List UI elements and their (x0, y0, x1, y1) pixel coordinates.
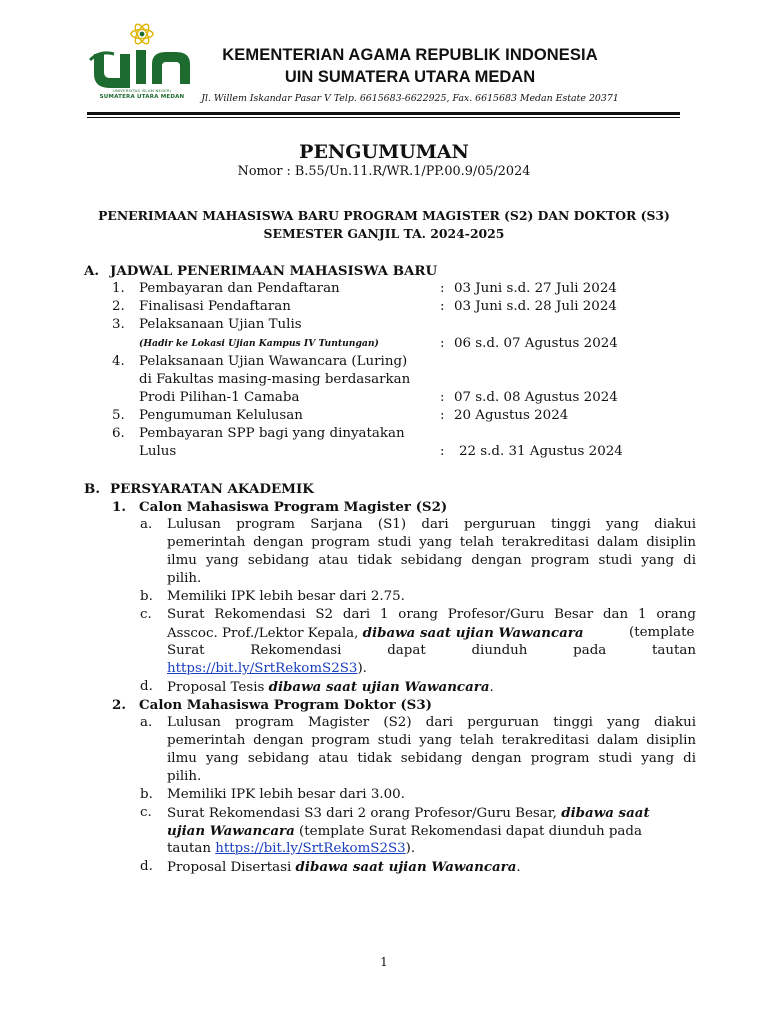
schedule-item-label: Prodi Pilihan-1 Camaba (139, 390, 300, 405)
requirement-group-number: 1. (112, 499, 126, 515)
emphasis-text: ujian Wawancara (167, 823, 295, 839)
schedule-item-label: Pelaksanaan Ujian Wawancara (Luring) (139, 354, 408, 369)
logo-caption-small: UNIVERSITAS ISLAM NEGERI (112, 88, 172, 93)
requirement-group-title: Calon Mahasiswa Program Magister (S2) (139, 499, 448, 515)
logo-caption-main: SUMATERA UTARA MEDAN (99, 94, 185, 100)
requirement-text-line: pilih. (167, 571, 202, 586)
schedule-item-date: 03 Juni s.d. 27 Juli 2024 (454, 281, 617, 296)
schedule-item-label: Finalisasi Pendaftaran (139, 299, 291, 314)
schedule-item-number: 2. (112, 299, 125, 314)
schedule-item-label: Pelaksanaan Ujian Tulis (139, 317, 302, 332)
requirement-letter: c. (140, 607, 152, 622)
requirement-text-line: Surat Rekomendasi dapat diunduh pada tautan (167, 643, 696, 658)
requirement-text-segment: . (516, 860, 521, 875)
schedule-item-label: Pembayaran dan Pendaftaran (139, 281, 340, 296)
schedule-item-number: 5. (112, 408, 125, 423)
requirement-text-line: Memiliki IPK lebih besar dari 2.75. (167, 589, 405, 604)
requirement-text-segment: . (489, 680, 494, 695)
schedule-item-label: di Fakultas masing-masing berdasarkan (139, 372, 411, 387)
section-a-letter: A. (84, 263, 100, 279)
requirement-letter: b. (140, 589, 153, 604)
template-link[interactable]: https://bit.ly/SrtRekomS2S3 (215, 841, 406, 856)
requirement-text-segment: Proposal Disertasi (167, 860, 296, 875)
requirement-text-segment: ). (357, 661, 367, 676)
letterhead (196, 44, 624, 107)
requirement-group-title: Calon Mahasiswa Program Doktor (S3) (139, 697, 432, 713)
requirement-text-line: pemerintah dengan program studi yang telah terakreditasi dalam disiplin (167, 535, 696, 550)
uin-logo (88, 20, 196, 104)
requirement-letter: d. (140, 859, 153, 874)
schedule-item-label: Pembayaran SPP bagi yang dinyatakan (139, 426, 405, 441)
template-link[interactable]: https://bit.ly/SrtRekomS2S3 (167, 661, 358, 676)
requirement-text-line: Memiliki IPK lebih besar dari 3.00. (167, 787, 405, 802)
letterhead-rule-thick (87, 112, 680, 115)
requirement-text-line: pemerintah dengan program studi yang telah terakreditasi dalam disiplin (167, 733, 696, 748)
requirement-text-segment: Proposal Tesis (167, 680, 269, 695)
schedule-item-colon: : (440, 299, 445, 314)
section-b-heading: PERSYARATAN AKADEMIK (110, 481, 314, 497)
schedule-item-colon: : (440, 444, 445, 459)
requirement-letter: d. (140, 679, 153, 694)
schedule-item-number: 6. (112, 426, 125, 441)
emphasis-text: dibawa saat ujian Wawancara (362, 625, 584, 641)
requirement-text-line: ilmu yang sebidang atau tidak sebidang dengan program studi yang di (167, 751, 696, 766)
schedule-item-date: 20 Agustus 2024 (454, 408, 569, 423)
schedule-item-date: 03 Juni s.d. 28 Juli 2024 (454, 299, 617, 314)
subject-line-1: PENERIMAAN MAHASISWA BARU PROGRAM MAGISTER (S2) DAN DOKTOR (S3) (98, 208, 670, 223)
page-number: 1 (380, 955, 388, 969)
schedule-item-label: Pengumuman Kelulusan (139, 408, 303, 423)
requirement-text-line: ilmu yang sebidang atau tidak sebidang dengan program studi yang di (167, 553, 696, 568)
letterhead-address: Jl. Willem Iskandar Pasar V Telp. 6615683-6622925, Fax. 6615683 Medan Estate 20371 (201, 93, 619, 104)
requirement-text-line (167, 840, 415, 858)
requirement-letter: a. (140, 517, 153, 532)
subject-line-2: SEMESTER GANJIL TA. 2024-2025 (263, 226, 505, 241)
letterhead-ministry: KEMENTERIAN AGAMA REPUBLIK INDONESIA (222, 46, 598, 64)
requirement-text-line (167, 660, 367, 678)
requirement-letter: c. (140, 805, 152, 820)
requirement-letter: a. (140, 715, 153, 730)
emphasis-text: dibawa saat (561, 805, 650, 821)
requirement-letter: b. (140, 787, 153, 802)
schedule-item-colon: : (440, 281, 445, 296)
schedule-item-note: (Hadir ke Lokasi Ujian Kampus IV Tuntungan) (139, 338, 379, 349)
requirement-text-line (167, 624, 584, 643)
requirement-text-segment: (template (629, 625, 695, 640)
schedule-item-number: 1. (112, 281, 125, 296)
document-subject (84, 207, 684, 243)
schedule-item-number: 4. (112, 354, 125, 369)
requirement-text-line (167, 858, 521, 877)
document-number: Nomor : B.55/Un.11.R/WR.1/PP.00.9/05/2024 (237, 164, 531, 179)
requirement-text-line (167, 804, 650, 823)
requirement-text-line: Surat Rekomendasi S2 dari 1 orang Profesor/Guru Besar dan 1 orang (167, 607, 696, 622)
letterhead-university: UIN SUMATERA UTARA MEDAN (284, 68, 536, 86)
emphasis-text: dibawa saat ujian Wawancara (268, 679, 490, 695)
schedule-item-date: 06 s.d. 07 Agustus 2024 (454, 336, 618, 351)
letterhead-rule-thin (87, 117, 680, 118)
schedule-item-date: 07 s.d. 08 Agustus 2024 (454, 390, 618, 405)
document-title: PENGUMUMAN (299, 141, 469, 163)
schedule-item-colon: : (440, 336, 445, 351)
uin-logo-icon (88, 20, 196, 90)
section-a-heading: JADWAL PENERIMAAN MAHASISWA BARU (110, 263, 438, 279)
requirement-text-segment: (template Surat Rekomendasi dapat diunduh pada (294, 824, 642, 839)
requirement-text-segment: Surat Rekomendasi S3 dari 2 orang Profesor/Guru Besar, (167, 806, 562, 821)
schedule-item-colon: : (440, 408, 445, 423)
requirement-text-segment: Asscoc. Prof./Lektor Kepala, (167, 626, 363, 641)
requirement-text-line: Lulusan program Magister (S2) dari perguruan tinggi yang diakui (167, 715, 696, 730)
schedule-item-number: 3. (112, 317, 125, 332)
requirement-text-line (167, 678, 494, 697)
schedule-item-colon: : (440, 390, 445, 405)
emphasis-text: dibawa saat ujian Wawancara (295, 859, 517, 875)
logo-caption (88, 88, 196, 100)
requirement-text-segment: ). (405, 841, 416, 856)
schedule-item-date: 22 s.d. 31 Agustus 2024 (459, 444, 623, 459)
schedule-item-label: Lulus (139, 444, 177, 459)
requirement-text-segment: tautan (167, 841, 216, 856)
requirement-text-line: Lulusan program Sarjana (S1) dari perguruan tinggi yang diakui (167, 517, 696, 532)
requirement-group-number: 2. (112, 697, 126, 713)
requirement-text-line: pilih. (167, 769, 202, 784)
section-b-letter: B. (84, 481, 100, 497)
requirement-text-line (167, 822, 642, 841)
